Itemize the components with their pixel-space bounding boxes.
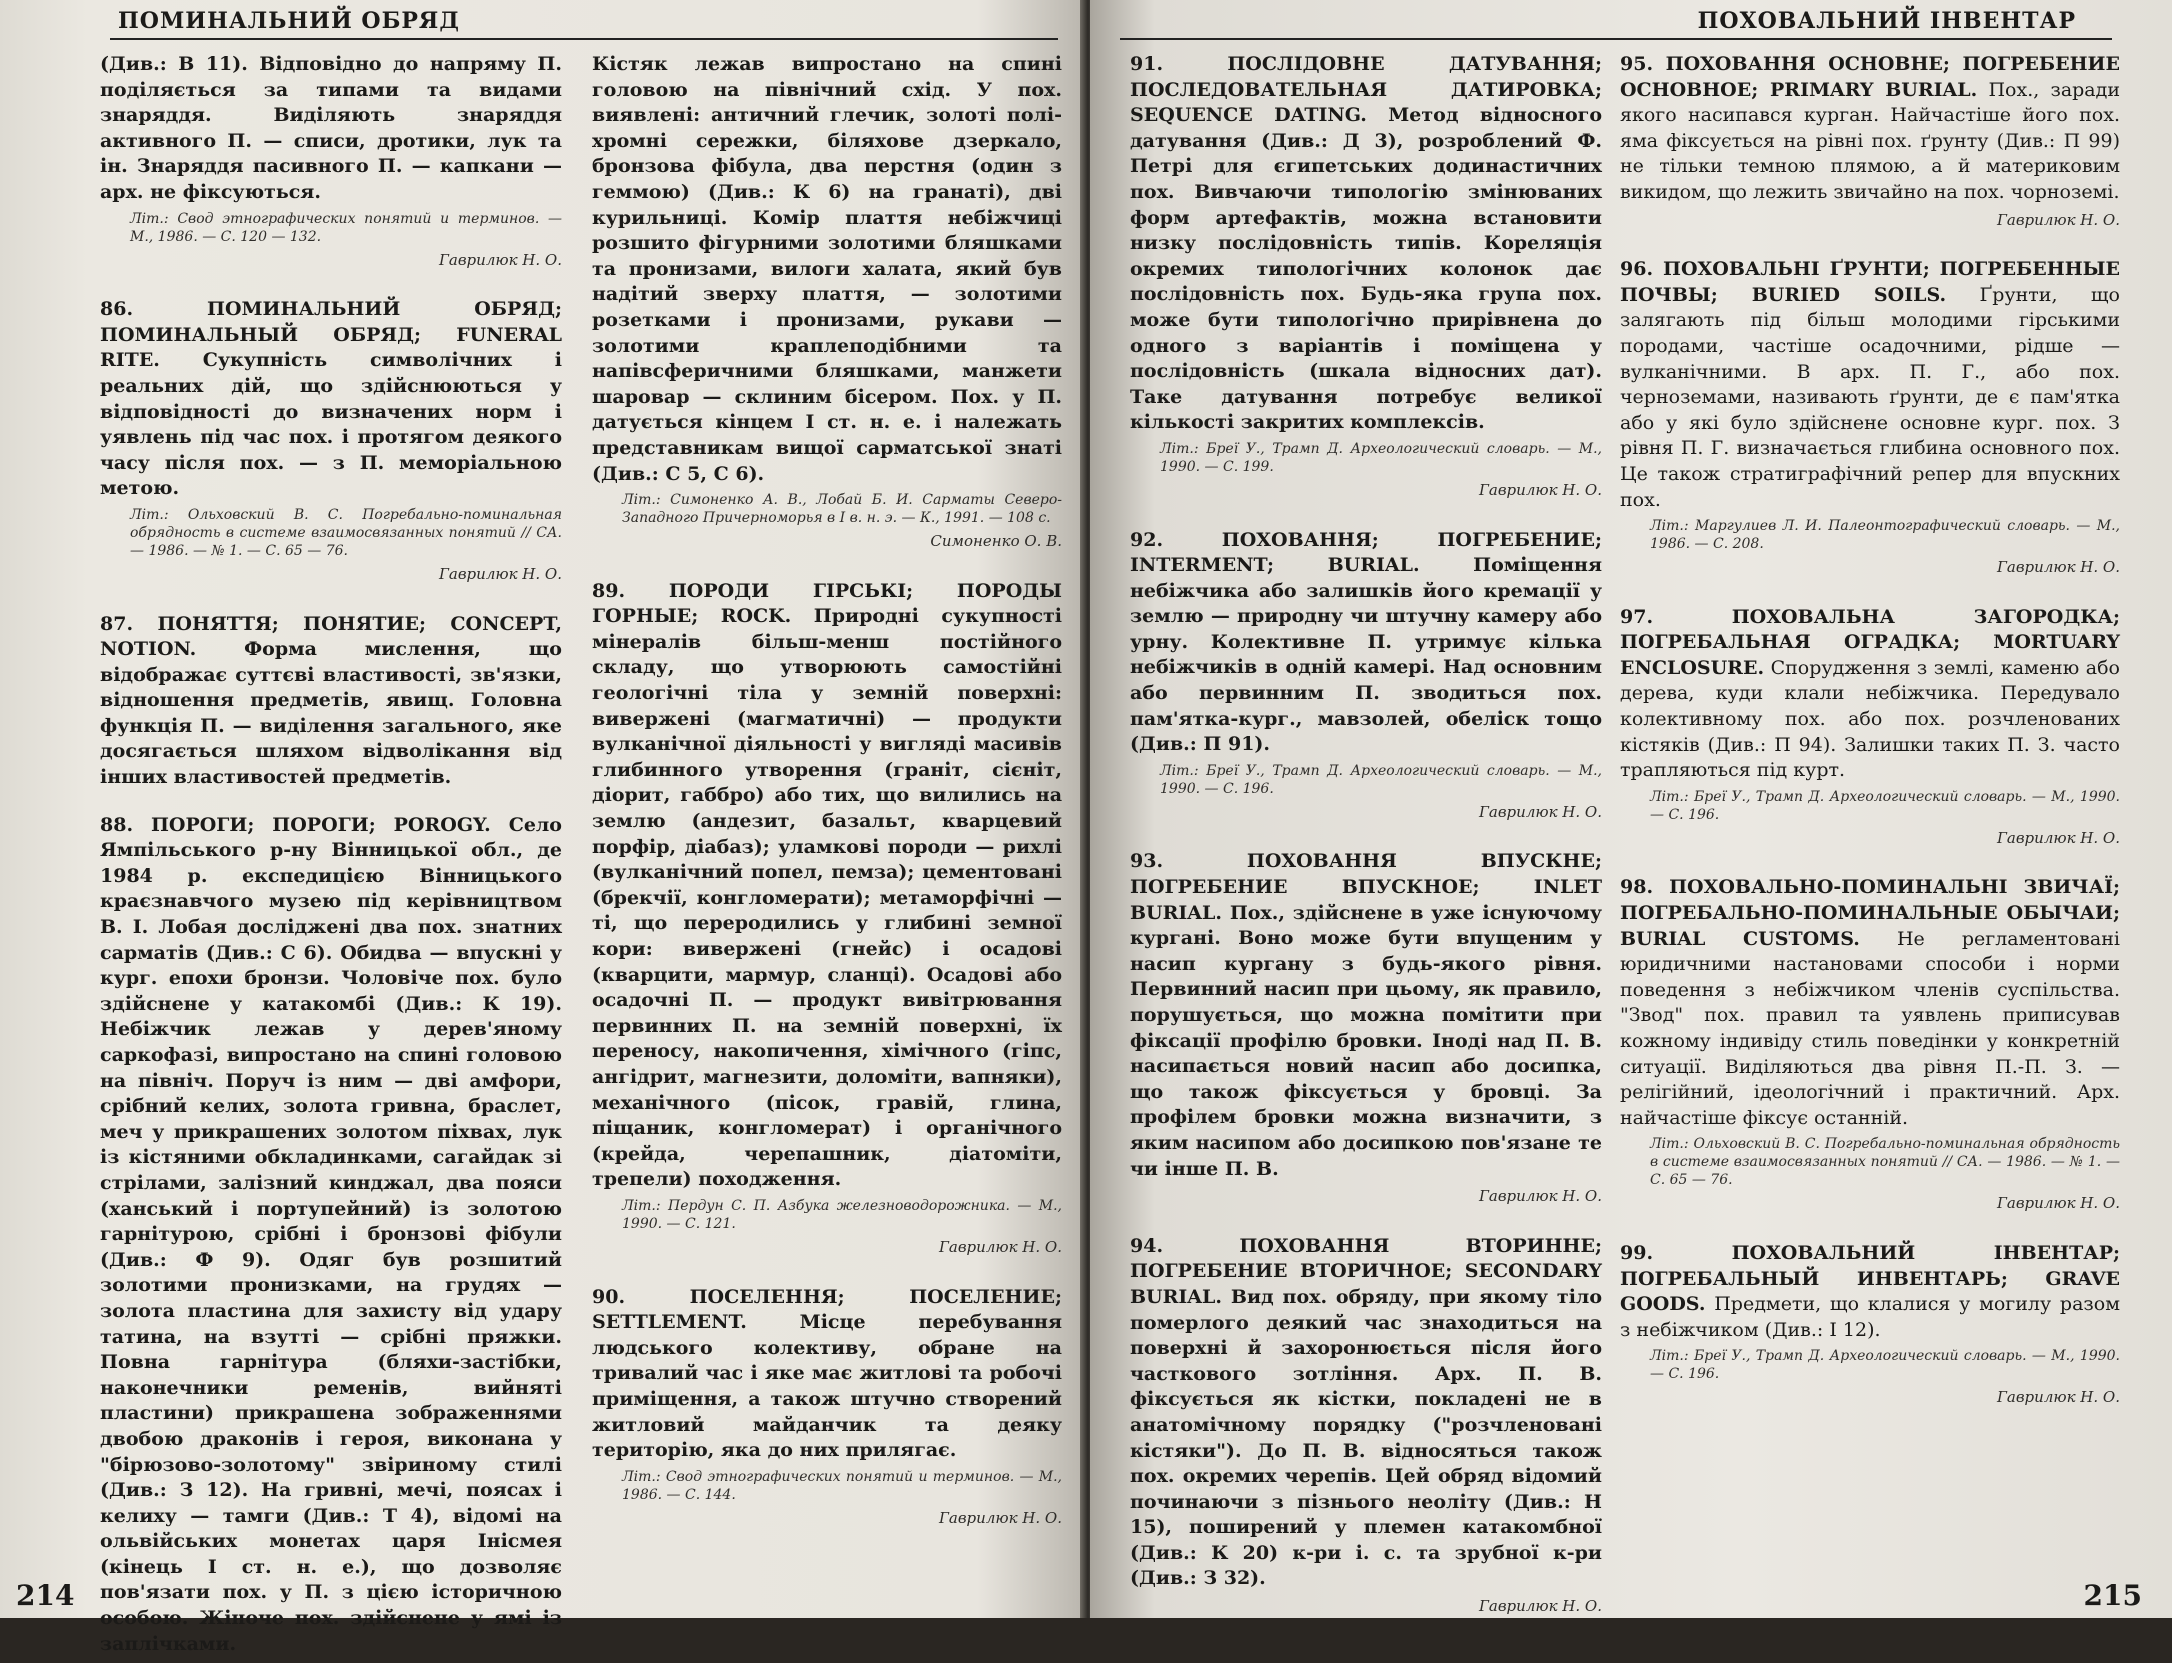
entry-body: Сукупність символічних і реальних дій, що здійснюються у відповідності до визначених норм і уявлень під час пох. і протягом деякого часу після пох. — з П. меморіальною метою.	[100, 349, 562, 500]
entry-body: Форма мислення, що відображає суттєві властивості, зв'язки, відношення предметів, явищ. Головна функція П. — виділення загального, яке досягається шляхом відволікання від інших властивостей предметів.	[100, 638, 562, 789]
entry-94	[1130, 1234, 1602, 1620]
entry-99	[1620, 1241, 2120, 1411]
entry-heading: 95. ПОХОВАННЯ ОСНОВНЕ; ПОГРЕБЕНИЕ ОСНОВНОЕ; PRIMARY BURIAL.	[1620, 53, 2120, 101]
entry-89	[592, 579, 1062, 1261]
entry-88-continued	[592, 52, 1062, 555]
entry-body: Село Ямпільського р-ну Вінницької обл., де 1984 р. експедицією Вінницького краєзнавчого музею під керівництвом В. І. Лобая досліджені два пох. знатних сарматів (Див.: С 6). Обидва — впускні у кург. епохи бронзи. Чоловіче пох. було здійснене у катакомбі (Див.: К 19). Небіжчик лежав у дерев'яному саркофазі, випростано на спині головою на північ. Поруч із ним — дві амфори, срібний келих, золота гривна, браслет, меч у прикрашених золотом піхвах, лук із кістяними обкладинками, сагайдак зі стрілами, залізний кинджал, два пояси (ханський і портупейний) із золотою гарнітурою, срібні і бронзові фібули (Див.: Ф 9). Одяг був розшитий золотими пронизками, на грудях — золота пластина для захисту від удару татина, на взутті — срібні пряжки. Повна гарнітура (бляхи-застібки, наконечники ременів, вийняті пластини) прикрашена зображеннями двобою драконів і героя, виконана у "бірюзово-золотому" звіриному стилі (Див.: З 12). На гривні, мечі, поясах і келиху — тамги (Див.: Т 4), відомі на ольвійських монетах царя Інісмея (кінець І ст. н. е.), що дозволяє пов'язати пох. у П. з цією історичною особою. Жіноче пох. здійснене у ямі із заплічками.	[100, 813, 562, 1655]
author: Гаврилюк Н. О.	[1996, 558, 2120, 577]
literature: Літ.: Бреї У., Трамп Д. Археологический словарь. — М., 1990. — С. 196.	[1650, 1348, 2121, 1383]
entry-body: (Див.: В 11). Відповідно до напряму П. поділяється за типами та видами знаряддя. Виділяють знаряддя активного П. — списи, дротики, лук та ін. Знаряддя пасивного П. — капкани — арх. не фіксуються.	[100, 53, 562, 203]
literature: Літ.: Свод этнографических понятий и терминов. — М., 1986. — С. 144.	[622, 1468, 1062, 1503]
literature: Літ.: Ольховский В. С. Погребально-поминальная обрядность в системе взаимосвязанных понятий // СА. — 1986. — № 1. — С. 65 — 76.	[130, 506, 562, 559]
entry-heading: 87. ПОНЯТТЯ; ПОНЯТИЕ; CONCEPT, NOTION.	[100, 612, 562, 661]
entry-body: Спорудження з землі, каменю або дерева, куди клали небіжчика. Передувало колективному пох. або пох. розчленованих кістяків (Див.: П 94). Залишки таких П. З. часто трапляються під курт.	[1620, 656, 2120, 782]
right-column-2	[1620, 52, 2120, 1435]
literature: Літ.: Бреї У., Трамп Д. Археологический словарь. — М., 1990. — С. 196.	[1160, 762, 1602, 797]
header-rule-right	[1120, 38, 2112, 40]
entry-96	[1620, 257, 2120, 581]
author: Гаврилюк Н. О.	[1478, 1187, 1602, 1206]
entry-86	[100, 297, 562, 587]
literature: Літ.: Ольховский В. С. Погребально-поминальная обрядность в системе взаимосвязанных понятий // СА. — 1986. — № 1. — С. 65 — 76.	[1650, 1136, 2120, 1189]
author: Гаврилюк Н. О.	[438, 250, 562, 269]
entry-heading: 93. ПОХОВАННЯ ВПУСКНЕ; ПОГРЕБЕНИЕ ВПУСКНОЕ; INLET BURIAL.	[1130, 850, 1602, 924]
entry-heading: 91. ПОСЛІДОВНЕ ДАТУВАННЯ; ПОСЛЕДОВАТЕЛЬНАЯ ДАТИРОВКА; SEQUENCE DATING.	[1130, 53, 1602, 127]
entry-85-continued	[100, 52, 562, 273]
entry-92	[1130, 528, 1602, 826]
literature: Літ.: Cвод этнографических понятий и терминов. — М., 1986. — С. 120 — 132.	[130, 210, 563, 245]
page-number-left: 214	[16, 1579, 75, 1612]
author: Гаврилюк Н. О.	[1996, 210, 2120, 229]
entry-heading: 94. ПОХОВАННЯ ВТОРИННЕ; ПОГРЕБЕНИЕ ВТОРИЧНОЕ; SECONDARY BURIAL.	[1130, 1234, 1602, 1308]
author: Симоненко О. В.	[930, 532, 1062, 551]
entry-90	[592, 1285, 1062, 1532]
author: Гаврилюк Н. О.	[1478, 802, 1602, 821]
entry-body: Природні сукупності мінералів більш-менш постійного складу, що утворюють самостійні геологічні тіла у земній поверхні: виверженi (магматичні) — продукти вулканічної діяльності у вигляді масивів глибинного утворення (граніт, сієніт, діорит, габбро) або тих, що вилились на землю (андезит, базальт, кварцевий порфір, діабаз); уламкові породи — рихлі (вулканічний попел, пемза); цементовані (брекчії, конгломерати); метаморфічні — ті, що переродились у глибині земної кори: виверженi (гнейс) і осадові (кварцити, мармур, сланці). Осадові або осадочні П. — продукт вивітрювання первинних П. на земній поверхні, їх переносу, накопичення, хімічного (гіпс, ангідрит, магнезити, доломіти, вапняки), механічного (пісок, гравій, глина, піщаник, конгломерат) і органічного (крейда, черепашник, діатоміти, трепели) походження.	[592, 605, 1062, 1191]
entry-body: Пох., заради якого насипався курган. Найчастіше його пох. яма фіксується на рівні пох. ґрунту (Див.: П 99) не тільки темною плямою, а й материковим викидом, що лежить звичайно на пох. чорноземі.	[1620, 78, 2120, 203]
literature: Літ.: Бреї У., Трамп Д. Археологический словарь. — М., 1990. — С. 199.	[1160, 440, 1602, 475]
entry-heading: 88. ПОРОГИ; ПОРОГИ; POROGY.	[100, 813, 491, 836]
entry-body: Не регламентовані юридичними настановами способи і норми поведення з небіжчиком членів суспільства. "Звод" пох. правил та уявлень приписував кожному індивіду стиль поведінки у конкретній ситуації. Виділяються два рівня П.-П. З. — релігійний, ідеологічний і практичний. Арх. найчастіше фіксує останній.	[1620, 927, 2120, 1129]
literature: Літ.: Пердун С. П. Азбука железноводорожника. — М., 1990. — С. 121.	[622, 1197, 1062, 1232]
author: Гаврилюк Н. О.	[1478, 1597, 1602, 1616]
entry-body: Пох., здійснене в уже існуючому кургані. Воно може бути впущеним у насип кургану з будь-якого рівня. Первинний насип при цьому, як правило, порушується, що можна помітити при фіксації профілю бровки. Іноді над П. В. насипається новий насип або досипка, що також фіксується у бровці. За профілем бровки можна визначити, з яким насипом або досипкою пов'язане те чи інше П. В.	[1130, 901, 1602, 1180]
entry-body: Поміщення небіжчика або залишків його кремації у землю — природну чи штучну камеру або урну. Колективне П. утримує кілька небіжчиків в одній камері. Над основним або первинним П. зводиться пох. пам'ятка-кург., мавзолей, обеліск тощо (Див.: П 91).	[1130, 554, 1602, 756]
entry-body: Предмети, що клалися у могилу разом з небіжчиком (Див.: І 12).	[1620, 1293, 2120, 1341]
running-head-right: ПОХОВАЛЬНИЙ ІНВЕНТАР	[1697, 8, 2076, 34]
literature: Літ.: Бреї У., Трамп Д. Археологический словарь. — М., 1990. — С. 196.	[1650, 788, 2121, 823]
entry-body: Вид пох. обряду, при якому тіло померлого деякий час знаходиться на поверхні й захоронюється після його часткового зотління. Арх. П. В. фіксується як кістки, покладені не в анатомічному порядку ("розчленовані кістяки"). До П. В. відносяться також пох. окремих черепів. Цей обряд відомий починаючи з пізнього неоліту (Див.: Н 15), поширений у племен катакомбної (Див.: К 20) к-ри і. с. та зрубної к-ри (Див.: З 32).	[1130, 1285, 1602, 1590]
entry-heading: 96. ПОХОВАЛЬНІ ҐРУНТИ; ПОГРЕБЕННЫЕ ПОЧВЫ; BURIED SOILS.	[1620, 258, 2120, 306]
entry-heading: 89. ПОРОДИ ГІРСЬКІ; ПОРОДЫ ГОРНЫЕ; ROCK.	[592, 579, 1062, 628]
entry-heading: 97. ПОХОВАЛЬНА ЗАГОРОДКА; ПОГРЕБАЛЬНАЯ ОГРАДКА; MORTUARY ENCLOSURE.	[1620, 605, 2120, 679]
right-column-1	[1130, 52, 1602, 1644]
author: Гаврилюк Н. О.	[1996, 1194, 2120, 1213]
entry-body: Метод відносного датування (Див.: Д 3), розроблений Ф. Петрі для єгипетських додинастичних пох. Вивчаючи типологію змінюваних форм артефактів, можна встановити низку послідовність типів. Кореляція окремих типологічних колонок дає послідовність пох. Будь-яка група пох. може бути типологічно прирівнена до одного з варіантів і поміщена у послідовність (шкала відносних дат). Таке датування потребує великої кількості закритих комплексів.	[1130, 104, 1602, 434]
entry-98	[1620, 875, 2120, 1217]
page-number-right: 215	[2083, 1579, 2142, 1612]
entry-87	[100, 612, 562, 791]
left-column-1	[100, 52, 562, 1663]
author: Гаврилюк Н. О.	[938, 1508, 1062, 1527]
entry-heading: 98. ПОХОВАЛЬНО-ПОМИНАЛЬНІ ЗВИЧАЇ; ПОГРЕБАЛЬНО-ПОМИНАЛЬНЫЕ ОБЫЧАИ; BURIAL CUSTOMS.	[1620, 876, 2120, 950]
entry-95	[1620, 52, 2120, 233]
entry-97	[1620, 605, 2120, 852]
entry-heading: 99. ПОХОВАЛЬНИЙ ІНВЕНТАР; ПОГРЕБАЛЬНЫЙ ИНВЕНТАРЬ; GRAVE GOODS.	[1620, 1241, 2120, 1316]
entry-body: Місце перебування людського колективу, обране на тривалий час і яке має житлові та робочі приміщення, а також штучно створений житловий майданчик та деяку територію, яка до них прилягає.	[592, 1311, 1062, 1462]
author: Гаврилюк Н. О.	[938, 1237, 1062, 1256]
right-page	[1090, 0, 2172, 1618]
left-page	[0, 0, 1086, 1655]
entry-body: Кістяк лежав випростано на спині головою на північний схід. У пох. виявлені: античний глечик, золоті полі-хромні сережки, біляхове дзеркало, бронзова фібула, два перстня (один з геммою) (Див.: К 6) на гранаті), дві курильниці. Комір плаття небіжчиці розшито фігурними золотими бляшками та пронизами, вилоги халата, який був надітий зверху плаття, — золотими розетками і пронизами, рукави — золотими краплеподібними та напівсферичними бляшками, манжети шаровар — склиним бісером. Пох. у П. датується кінцем І ст. н. е. і належать представникам вищої сарматської знаті (Див.: С 5, С 6).	[592, 53, 1062, 485]
entry-heading: 92. ПОХОВАННЯ; ПОГРЕБЕНИЕ; INTERMENT; BURIAL.	[1130, 528, 1602, 577]
literature: Літ.: Маргулиев Л. И. Палеонтографический словарь. — М., 1986. — С. 208.	[1650, 518, 2121, 553]
entry-91	[1130, 52, 1602, 504]
header-rule-left	[110, 38, 1058, 40]
literature: Літ.: Симоненко А. В., Лобай Б. И. Сарматы Северо-Западного Причерноморья в І в. н. э. — К., 1991. — 108 с.	[622, 492, 1062, 527]
entry-heading: 86. ПОМИНАЛЬНИЙ ОБРЯД; ПОМИНАЛЬНЫЙ ОБРЯД; FUNERAL RITE.	[100, 298, 562, 372]
entry-body: Ґрунти, що залягають під більш молодими гірськими породами, частіше осадочними, рідше — вулканічними. В арх. П. Г., або пох. черноземами, називають ґрунти, де є пам'ятка або у які було здійснене основне кург. пох. З рівня П. Г. визначається глибина основного пох. Це також стратиграфічний репер для впускних пох.	[1620, 283, 2120, 511]
author: Гаврилюк Н. О.	[1996, 1388, 2120, 1407]
author: Гаврилюк Н. О.	[1996, 828, 2120, 847]
left-column-2	[592, 52, 1062, 1555]
entry-93	[1130, 849, 1602, 1209]
author: Гаврилюк Н. О.	[438, 564, 562, 583]
entry-heading: 90. ПОСЕЛЕННЯ; ПОСЕЛЕНИЕ; SETTLEMENT.	[592, 1285, 1062, 1334]
running-head-left: ПОМИНАЛЬНИЙ ОБРЯД	[118, 8, 460, 34]
author: Гаврилюк Н. О.	[1478, 480, 1602, 499]
entry-88	[100, 813, 562, 1658]
